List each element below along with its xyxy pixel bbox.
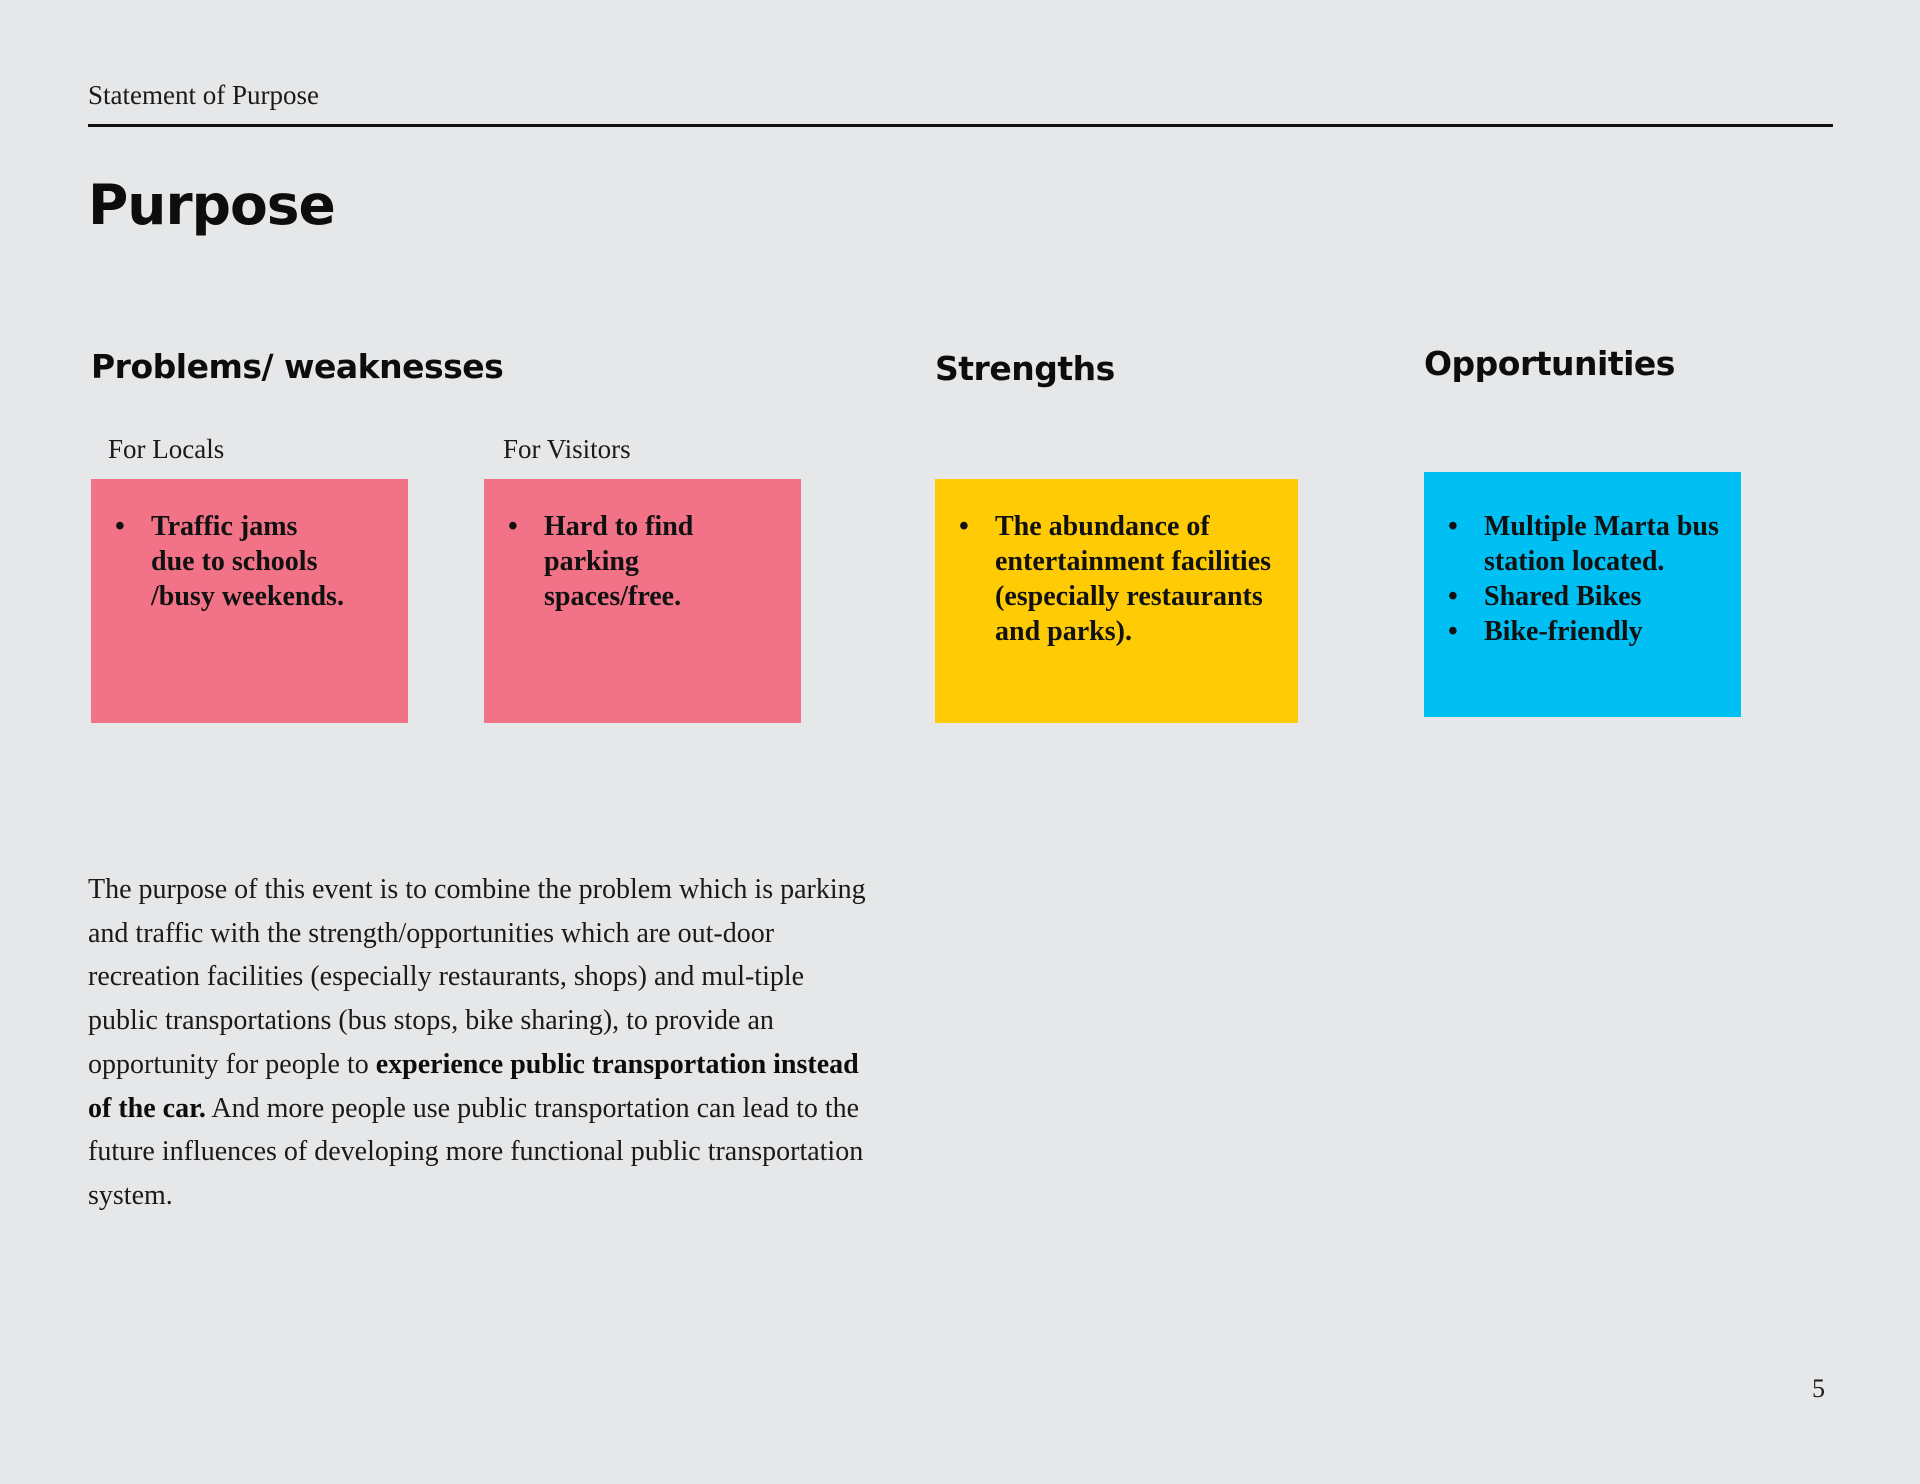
purpose-paragraph [88, 868, 878, 1218]
purpose-text-intro: The purpose of this event is to combine the problem which is parking and traffic with the strength/opportunities which are out-door recreation facilities (especially restaurants, shops) and mul-tiple public transportations (bus stops, bike sharing), to provide an opportunity for people to [88, 874, 866, 1080]
strengths-note [935, 479, 1298, 723]
opportunities-text-1: Multiple Marta bus station located. [1484, 511, 1719, 577]
strengths-heading: Strengths [935, 349, 1115, 388]
opportunities-list [1442, 509, 1721, 649]
list-item [1448, 579, 1721, 614]
for-locals-label: For Locals [108, 434, 225, 464]
bullet-icon: • [508, 511, 518, 542]
purpose-text-conclusion: And more people use public transportation can lead to the future influences of developing more functional public transportation system. [88, 1092, 864, 1211]
opportunities-text-3: Bike-friendly [1484, 616, 1643, 647]
list-item [1448, 509, 1721, 579]
strengths-list [953, 509, 1278, 649]
list-item [508, 509, 781, 614]
bullet-icon: • [115, 511, 125, 542]
bullet-icon: • [1448, 581, 1458, 612]
page-title: Purpose [88, 173, 335, 237]
visitors-problem-list [502, 509, 781, 614]
bullet-icon: • [1448, 616, 1458, 647]
locals-problem-list [109, 509, 388, 614]
running-header-title: Statement of Purpose [88, 80, 319, 110]
locals-problem-note [91, 479, 408, 723]
header-divider [88, 124, 1833, 127]
problems-heading: Problems/ weaknesses [91, 347, 504, 386]
purpose-emphasis: experience public transportation instead of the car. [88, 1048, 859, 1124]
list-item [115, 509, 388, 614]
visitors-problem-text: Hard to find parking spaces/free. [544, 511, 694, 612]
opportunities-heading: Opportunities [1424, 344, 1675, 383]
strengths-text: The abundance of entertainment facilities (especially restaurants and parks). [995, 511, 1272, 647]
opportunities-text-2: Shared Bikes [1484, 581, 1642, 612]
visitors-problem-note [484, 479, 801, 723]
for-visitors-label: For Visitors [503, 434, 631, 464]
page-number: 5 [1812, 1374, 1825, 1403]
list-item [1448, 614, 1721, 649]
locals-problem-text: Traffic jams due to schools /busy weekends. [151, 511, 344, 612]
opportunities-note [1424, 472, 1741, 717]
list-item [959, 509, 1278, 649]
bullet-icon: • [1448, 511, 1458, 542]
bullet-icon: • [959, 511, 969, 542]
